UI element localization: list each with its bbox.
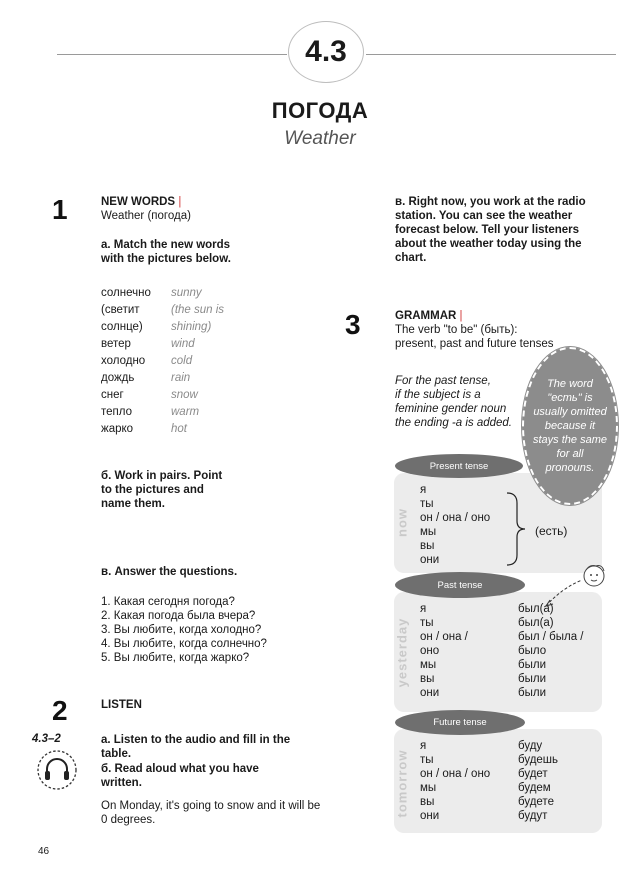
task-1b-line: to the pictures and xyxy=(101,484,204,496)
word-ru: солнце) xyxy=(101,321,143,333)
present-verb: (есть) xyxy=(535,524,568,538)
pronoun: они xyxy=(420,687,440,699)
grammar-subheading xyxy=(395,323,554,351)
word-en: hot xyxy=(171,423,187,435)
section-number-2: 2 xyxy=(52,695,68,726)
audio-track-number: 4.3–2 xyxy=(32,733,61,745)
verb-form: будет xyxy=(518,768,548,780)
word-en: sunny xyxy=(171,287,202,299)
heading-bar: | xyxy=(178,196,182,208)
heading-bar: | xyxy=(459,310,463,322)
side-label-yesterday: yesterday xyxy=(394,617,410,688)
word-en: cold xyxy=(171,355,193,367)
task-line: в. Right now, you work at the radio xyxy=(395,196,586,208)
word-en: wind xyxy=(171,338,195,350)
pronoun: я xyxy=(420,603,427,615)
pronoun: они xyxy=(420,810,440,822)
future-tense-pill: Future tense xyxy=(395,710,525,735)
pronoun: оно xyxy=(420,645,440,657)
example-text-line: On Monday, it's going to snow and it will be xyxy=(101,800,321,812)
task-line: chart. xyxy=(395,252,427,264)
task-2b xyxy=(101,762,259,790)
word-ru: (светит xyxy=(101,304,140,316)
grammar-sub-line: The verb "to be" (быть): xyxy=(395,324,518,336)
word-ru: холодно xyxy=(101,355,146,367)
side-label-tomorrow: tomorrow xyxy=(394,749,410,818)
task-2a-line: table. xyxy=(101,748,132,760)
word-en: warm xyxy=(171,406,200,418)
verb-form: был(а) xyxy=(518,603,554,615)
pronoun: вы xyxy=(420,540,435,552)
note-bubble xyxy=(522,347,618,505)
past-tense-pill: Past tense xyxy=(395,572,525,598)
pronoun: он / она / оно xyxy=(420,512,491,524)
example-text xyxy=(101,799,320,827)
side-label-now: now xyxy=(394,508,410,537)
unit-number-badge: 4.3 xyxy=(288,21,364,83)
question-item: 2. Какая погода была вчера? xyxy=(101,610,256,622)
task-line: station. You can see the weather xyxy=(395,210,573,222)
word-ru: жарко xyxy=(101,423,134,435)
word-ru: дождь xyxy=(101,372,135,384)
pronoun: мы xyxy=(420,526,437,538)
header-rule-left xyxy=(57,54,287,55)
word-en: rain xyxy=(171,372,191,384)
pronoun: я xyxy=(420,484,427,496)
pronoun: ты xyxy=(420,754,434,766)
page-title: ПОГОДА xyxy=(271,98,369,123)
question-item: 4. Вы любите, когда солнечно? xyxy=(101,638,267,650)
present-tense-pill: Present tense xyxy=(395,454,523,478)
word-en: (the sun is xyxy=(171,304,225,316)
word-ru: тепло xyxy=(101,406,132,418)
task-2b-line: б. Read aloud what you have xyxy=(101,763,259,775)
brace-icon xyxy=(505,491,527,567)
pronoun: ты xyxy=(420,498,434,510)
pronoun: они xyxy=(420,554,440,566)
new-words-heading: NEW WORDS xyxy=(101,196,176,208)
note-line: if the subject is a xyxy=(395,389,481,401)
pronoun: ты xyxy=(420,617,434,629)
task-1b-line: name them. xyxy=(101,498,165,510)
task-2a-line: а. Listen to the audio and fill in the xyxy=(101,734,291,746)
page-number: 46 xyxy=(38,846,50,857)
task-1b-line: б. Work in pairs. Point xyxy=(101,470,223,482)
verb-form: был(а) xyxy=(518,617,554,629)
word-ru: ветер xyxy=(101,338,131,350)
word-ru: солнечно xyxy=(101,287,151,299)
verb-form: были xyxy=(518,673,546,685)
verb-form: буду xyxy=(518,740,543,752)
task-1a xyxy=(101,238,231,266)
task-1b xyxy=(101,469,222,511)
pronoun: я xyxy=(420,740,427,752)
word-en: snow xyxy=(171,389,198,401)
pronoun: вы xyxy=(420,796,435,808)
task-1v: в. Answer the questions. xyxy=(101,566,238,578)
grammar-sub-line: present, past and future tenses xyxy=(395,338,554,350)
word-en: shining) xyxy=(171,321,212,333)
task-1v-radio xyxy=(395,195,586,265)
task-1a-line: а. Match the new words xyxy=(101,239,231,251)
verb-form: будем xyxy=(518,782,551,794)
header-rule-right xyxy=(366,54,616,55)
grammar-heading xyxy=(395,309,463,323)
note-line: For the past tense, xyxy=(395,375,491,387)
verb-form: будешь xyxy=(518,754,559,766)
verb-form: был / была / xyxy=(518,631,584,643)
grammar-label: GRAMMAR xyxy=(395,310,457,322)
verb-form: будете xyxy=(518,796,554,808)
verb-form: будут xyxy=(518,810,548,822)
task-line: forecast below. Tell your listeners xyxy=(395,224,580,236)
section-number-1: 1 xyxy=(52,194,68,225)
pronoun: мы xyxy=(420,659,437,671)
note-line: feminine gender noun xyxy=(395,403,507,415)
question-item: 5. Вы любите, когда жарко? xyxy=(101,652,250,664)
verb-form: были xyxy=(518,687,546,699)
section1-subheading: Weather (погода) xyxy=(101,210,191,222)
question-item: 3. Вы любите, когда холодно? xyxy=(101,624,262,636)
note-line: the ending -a is added. xyxy=(395,417,513,429)
note-bubble-text: The word "есть" is usually omitted because it stays the same for all pronouns. xyxy=(533,378,607,474)
face-doodle-icon xyxy=(542,562,612,614)
word-ru: снег xyxy=(101,389,124,401)
task-2a xyxy=(101,733,290,761)
pronoun: он / она / оно xyxy=(420,768,491,780)
pronoun: мы xyxy=(420,782,437,794)
verb-form: были xyxy=(518,659,546,671)
section-number-3: 3 xyxy=(345,309,361,340)
pronoun: он / она / xyxy=(420,631,468,643)
listen-heading: LISTEN xyxy=(101,699,142,711)
example-text-line: 0 degrees. xyxy=(101,814,156,826)
section1-heading xyxy=(101,195,181,209)
question-item: 1. Какая сегодня погода? xyxy=(101,596,235,608)
headphones-icon[interactable] xyxy=(36,749,78,791)
pronoun: вы xyxy=(420,673,435,685)
verb-form: было xyxy=(518,645,547,657)
past-tense-note xyxy=(395,374,512,430)
task-1a-line: with the pictures below. xyxy=(101,253,231,265)
task-line: about the weather today using the xyxy=(395,238,582,250)
page-subtitle: Weather xyxy=(284,128,356,149)
task-2b-line: written. xyxy=(101,777,142,789)
